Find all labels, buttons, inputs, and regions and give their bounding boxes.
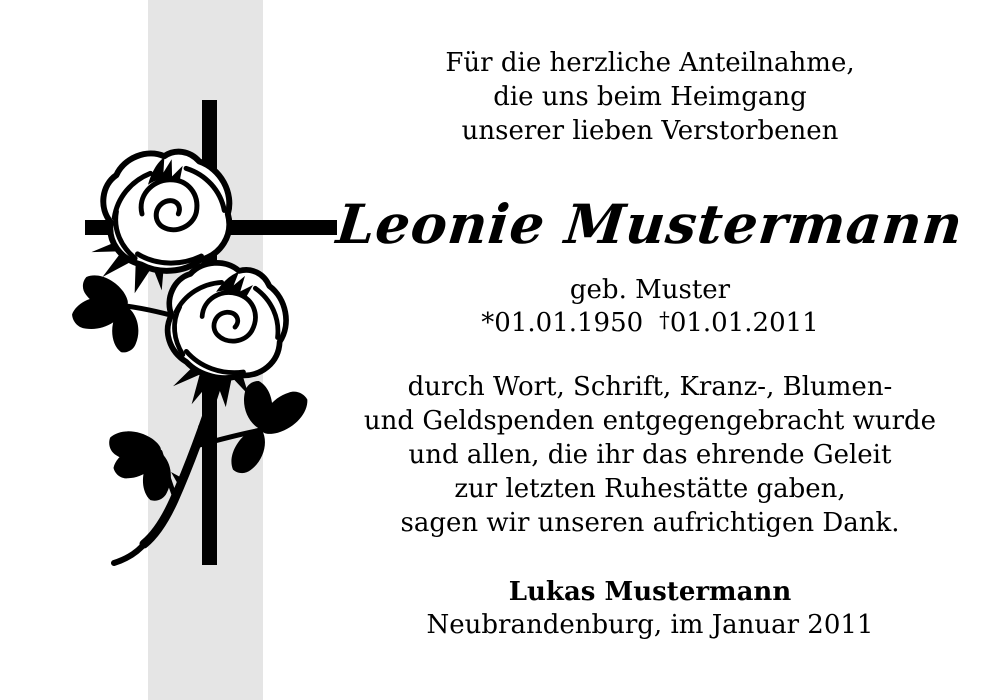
life-dates: [330, 307, 970, 341]
deceased-name: Leonie Mustermann: [333, 192, 967, 256]
cross-with-roses-illustration: [0, 80, 360, 600]
dagger-symbol: †: [659, 308, 670, 333]
thanks-line-2: und Geldspenden entgegengebracht wurde: [363, 406, 937, 436]
intro-line-2: die uns beim Heimgang: [493, 82, 807, 112]
thanks-line-1: durch Wort, Schrift, Kranz-, Blumen-: [407, 372, 893, 402]
signature-place-date: Neubrandenburg, im Januar 2011: [426, 610, 874, 640]
signature: [330, 576, 970, 642]
death-date: 01.01.2011: [669, 308, 819, 338]
thanks-line-4: zur letzten Ruhestätte gaben,: [454, 474, 846, 504]
signature-name: Lukas Mustermann: [508, 577, 792, 607]
intro-line-3: unserer lieben Verstorbenen: [461, 116, 839, 146]
maiden-name: geb. Muster: [569, 275, 731, 305]
birth-date: *01.01.1950: [481, 308, 644, 338]
card-text: [330, 0, 970, 700]
intro-line-1: Für die herzliche Anteilnahme,: [445, 48, 855, 78]
thanks-line-3: und allen, die ihr das ehrende Geleit: [408, 440, 892, 470]
life-data: [330, 274, 970, 341]
thanks-text: [330, 370, 970, 540]
thanks-line-5: sagen wir unseren aufrichtigen Dank.: [400, 508, 900, 538]
intro-text: [330, 46, 970, 148]
